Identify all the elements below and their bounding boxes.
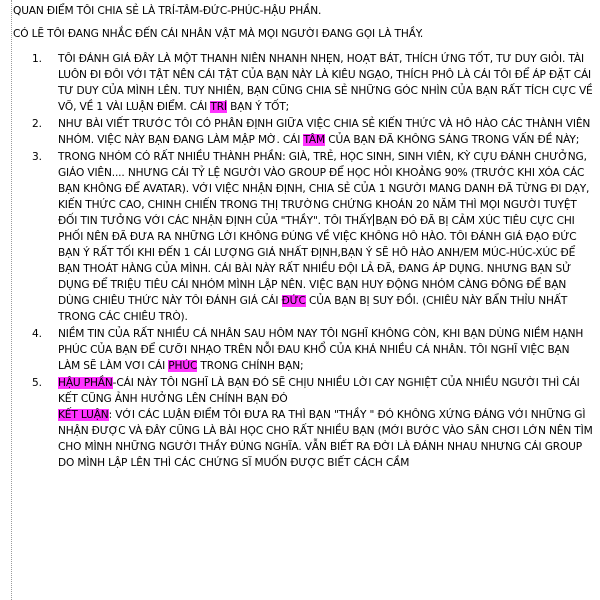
list-number: 1.: [32, 53, 42, 65]
document-page: [11, 3, 593, 472]
list-number: 5.: [32, 377, 42, 389]
list-number: 2.: [32, 118, 42, 130]
item-text-tail: CỦA BẠN ĐÃ KHÔNG SÁNG TRONG VẤN ĐỀ NÀY;: [328, 134, 580, 146]
list-number: 3.: [32, 151, 42, 163]
document-heading: QUAN ĐIỂM TÔI CHIA SẺ LÀ TRÍ-TÂM-ĐỨC-PHÚC-HẬU PHẦN.: [13, 5, 322, 17]
highlighted-keyword: ĐỨC: [281, 295, 306, 307]
intro-paragraph: CÓ LẼ TÔI ĐANG NHẮC ĐẾN CÁI NHÂN VẬT MÀ MỌI NGƯỜI ĐANG GỌI LÀ THẦY.: [13, 28, 424, 40]
item-text: TRONG NHÓM CÓ RẤT NHIỀU THÀNH PHẦN: GIÀ, TRẺ, HỌC SINH, SINH VIÊN, KỲ CỰU ĐÁNH CHƯỞNG, GIÁO VIÊN.... NHƯNG CÁI TỶ LỆ NGƯỜI VÀO GROUP ĐỂ HỌC HỎI KHOẢNG 90% (TRƯỚC KHI XÓA CÁC BẠN KHÔNG ĐỂ AVATAR). VỚI VIỆC NHẬN ĐỊNH, CHIA SẺ CỦA 1 NGƯỜI MANG DANH ĐÃ TỪNG ĐI DẠY, KIẾN THỨC CAO, CHINH CHIẾN TRONG THỊ TRƯỜNG CHỨNG KHOÁN 20 NĂM THÌ MỌI NGƯỜI TUYỆT ĐỐI TIN TƯỞNG VỚI CÁC NHẬN ĐỊNH CỦA "THẦY". TÔI THẤY: [58, 151, 590, 227]
item-text: TÔI ĐÁNH GIÁ ĐÂY LÀ MỘT THANH NIÊN NHANH NHẸN, HOẠT BÁT, THÍCH ỨNG TỐT, TƯ DUY GIỎI. TÀI LUÔN ĐI ĐÔI VỚI TẬT NÊN CÁI TẬT CỦA BẠN NÀY LÀ KIÊU NGẠO, THÍCH PHÔ LÀ CÁI TÔI ĐỂ ÁP ĐẶT CÁI TƯ DUY CỦA MÌNH LÊN. TUY NHIÊN, BẠN CŨNG CHIA SẺ NHỮNG GÓC NHÌN CỦA BẠN RẤT TÍCH CỰC VỀ VÕ, VỀ 1 VÀI LUẬN ĐIỂM. CÁI: [58, 53, 593, 113]
list-item: [32, 149, 593, 325]
item-text: NIỀM TIN CỦA RẤT NHIỀU CÁ NHÂN SAU HÔM NAY TÔI NGHĨ KHÔNG CÒN, KHI BẠN DÙNG NIỀM HẠNH PHÚC CỦA BẠN ĐỂ CƯỠI NHẠO TRÊN NỖI ĐAU KHỔ CỦA KHÁ NHIỀU CÁ NHÂN. TÔI NGHĨ VIỆC BẠN LÀM SẼ LÀM VƠI CÁI: [58, 328, 584, 372]
highlighted-keyword: TRÍ: [210, 101, 227, 113]
item-text-tail: -CÁI NÀY TÔI NGHĨ LÀ BẠN ĐÓ SẼ CHỊU NHIỀU LỜI CAY NGHIỆT CỦA NHIỀU NGƯỜI THÌ CÁI KẾT CŨNG ẢNH HƯỞNG LÊN CHÍNH BẠN ĐÓ: [58, 377, 580, 405]
item-text-tail: BẠN Ý TỐT;: [230, 101, 290, 113]
item-text-continued: BẠN ĐÓ ĐÃ BỊ CẢM XÚC TIÊU CỰC CHI PHỐI NÊN ĐÃ ĐƯA RA NHỮNG LỜI KHÔNG ĐÚNG VỀ VIỆC KHÔNG HÔ HÀO. TÔI ĐÁNH GIÁ ĐẠO ĐỨC BẠN Ý RẤT TỐI KHI ĐẾN 1 CÁI LƯỢNG GIÁ NHẤT ĐỊNH,BẠN Ý SẼ HÔ HÀO ANH/EM MÚC-HÚC-XÚC ĐỂ BẠN THOÁT HÀNG CỦA MÌNH. CÁI BÀI NÀY RẤT NHIỀU ĐỘI LẢ ĐÃ, ĐANG ÁP DỤNG. NHƯNG BẠN SỬ DỤNG ĐỂ TRIỆU TIÊU CÁI NHÓM MÌNH LẬP NÊN. VIỆC BẠN HUY ĐỘNG NHÓM CÀNG ĐÔNG ĐỂ BẠN DÙNG CHIÊU THỨC NÀY TÔI ĐÁNH GIÁ CÁI: [58, 215, 577, 307]
list-item: [32, 375, 593, 471]
list-item: [32, 116, 593, 148]
conclusion-label: KẾT LUẬN: [58, 409, 109, 421]
list-item: [32, 326, 593, 374]
list-item: [32, 51, 593, 115]
item-text-tail: TRONG CHÍNH BẠN;: [200, 360, 304, 372]
conclusion-paragraph: [58, 407, 593, 471]
highlighted-keyword: TÂM: [303, 134, 326, 146]
highlighted-keyword: PHÚC: [168, 360, 198, 372]
list-number: 4.: [32, 328, 42, 340]
item-text: NHƯ BÀI VIẾT TRƯỚC TÔI CÓ PHÂN ĐỊNH GIỮA VIỆC CHIA SẺ KIẾN THỨC VÀ HÔ HÀO CÁC THÀNH VIÊN NHÓM. VIỆC NÀY BẠN ĐANG LÀM MẬP MỜ. CÁI: [58, 118, 591, 146]
conclusion-text: : VỚI CÁC LUẬN ĐIỂM TÔI ĐƯA RA THÌ BẠN "THẦY " ĐÓ KHÔNG XỨNG ĐÁNG VỚI NHỮNG GÌ NHẬN ĐƯỢC VÀ ĐÂY CŨNG LÀ BÀI HỌC CHO RẤT NHIỀU BẠN (MỚI BƯỚC VÀO SÂN CHƠI LỚN NÊN TÌM CHO MÌNH NHỮNG NGƯỜI THẦY ĐÚNG NGHĨA. VẪN BIẾT RA ĐỜI LÀ ĐÁNH NHAU NHƯNG CÁI GROUP DO MÌNH LẬP LÊN THÌ CÁC CHỨNG SĨ MUỐN ĐƯỢC BIẾT CÁCH CẦM: [58, 409, 593, 469]
item-text-tail: CỦA BẠN BỊ SUY ĐỒI. (CHIÊU NÀY BẨN THỈU NHẤT TRONG CÁC CHIÊU TRÒ).: [58, 295, 568, 323]
numbered-list: [11, 51, 593, 471]
highlighted-keyword: HẬU PHẦN: [58, 377, 113, 389]
